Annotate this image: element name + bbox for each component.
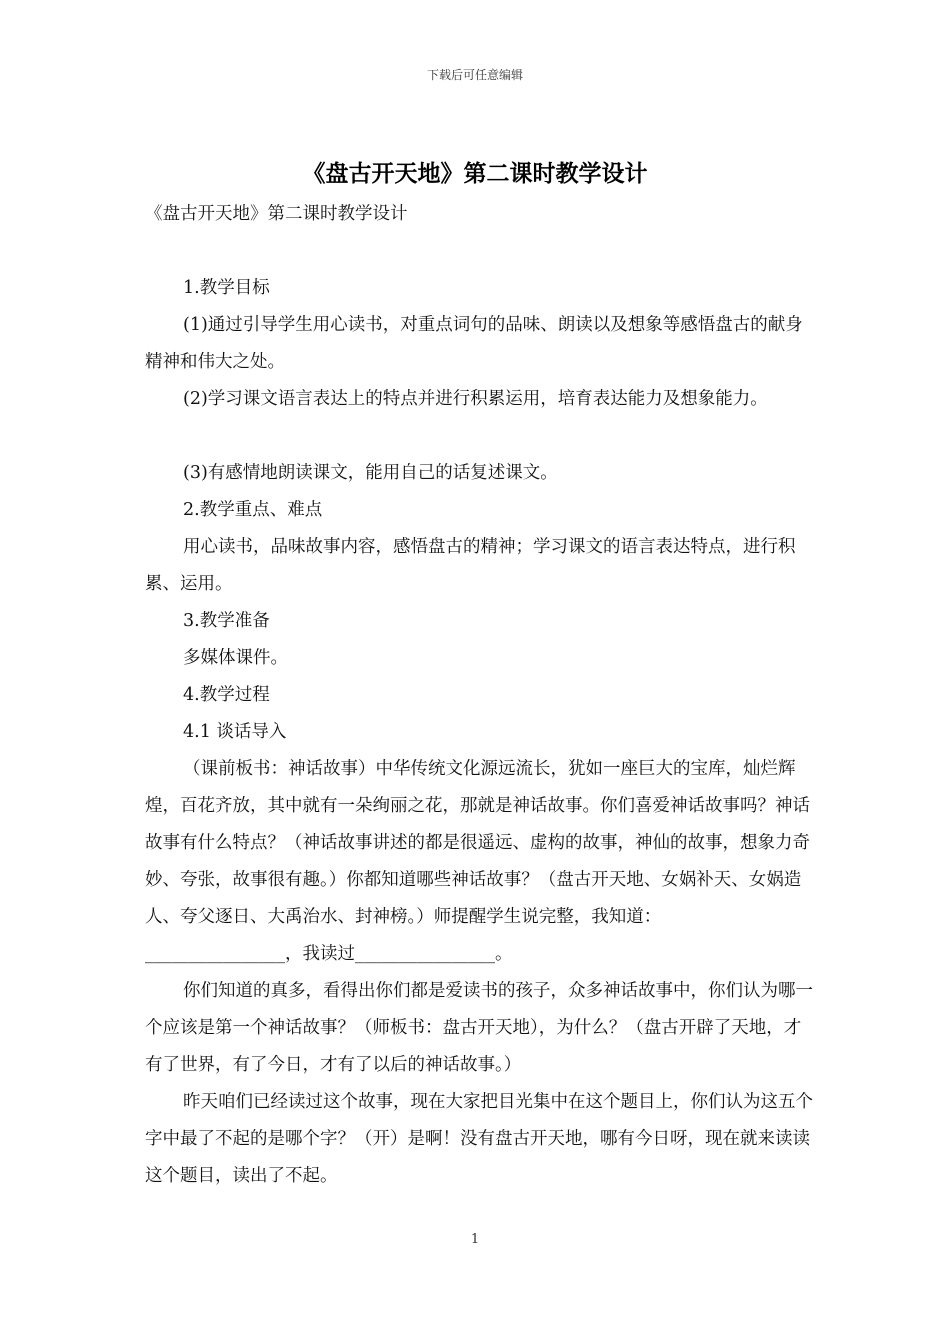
goal-1: (1)通过引导学生用心读书，对重点词句的品味、朗读以及想象等感悟盘古的献身精神和伟大之处。: [145, 315, 803, 372]
paragraph-first-myth: 你们知道的真多，看得出你们都是爱读书的孩子，众多神话故事中，你们认为哪一个应该是第一个神话故事？（师板书：盘古开天地），为什么？（盘古开辟了天地，才有了世界，有了今日，才有了以后的神话故事。）: [145, 981, 813, 1075]
spacer: [145, 418, 813, 455]
document-body: [145, 196, 813, 1195]
goal-2: (2)学习课文语言表达上的特点并进行积累运用，培育表达能力及想象能力。: [183, 389, 768, 409]
process-heading: 4.教学过程: [183, 685, 270, 705]
paragraph-intro: （课前板书：神话故事）中华传统文化源远流长，犹如一座巨大的宝库，灿烂辉煌，百花齐放，其中就有一朵绚丽之花，那就是神话故事。你们喜爱神话故事吗？神话故事有什么特点？（神话故事讲述的都是很遥远、虚构的故事，神仙的故事，想象力奇妙、夸张，故事很有趣。）你都知道哪些神话故事？（盘古开天地、女娲补天、女娲造人、夸父逐日、大禹治水、封神榜。）师提醒学生说完整，我知道：________________，我读过________________。: [145, 759, 810, 964]
goal-3: (3)有感情地朗读课文，能用自己的话复述课文。: [183, 463, 558, 483]
spacer: [145, 233, 813, 270]
goals-heading: 1.教学目标: [183, 278, 270, 298]
key-points-text: 用心读书，品味故事内容，感悟盘古的精神；学习课文的语言表达特点，进行积累、运用。: [145, 537, 796, 594]
document-subtitle: 《盘古开天地》第二课时教学设计: [145, 204, 408, 224]
paragraph-title-reading: 昨天咱们已经读过这个故事，现在大家把目光集中在这个题目上，你们认为这五个字中最了不起的是哪个字？（开）是啊！没有盘古开天地，哪有今日呀，现在就来读读这个题目，读出了不起。: [145, 1092, 813, 1186]
document-title: 《盘古开天地》第二课时教学设计: [302, 160, 648, 187]
preparation-text: 多媒体课件。: [183, 648, 288, 668]
preparation-heading: 3.教学准备: [183, 611, 270, 631]
page-number: 1: [470, 1232, 480, 1247]
header-note: 下载后可任意编辑: [426, 68, 523, 82]
key-points-heading: 2.教学重点、难点: [183, 500, 323, 520]
process-sub-heading: 4.1 谈话导入: [183, 722, 287, 742]
